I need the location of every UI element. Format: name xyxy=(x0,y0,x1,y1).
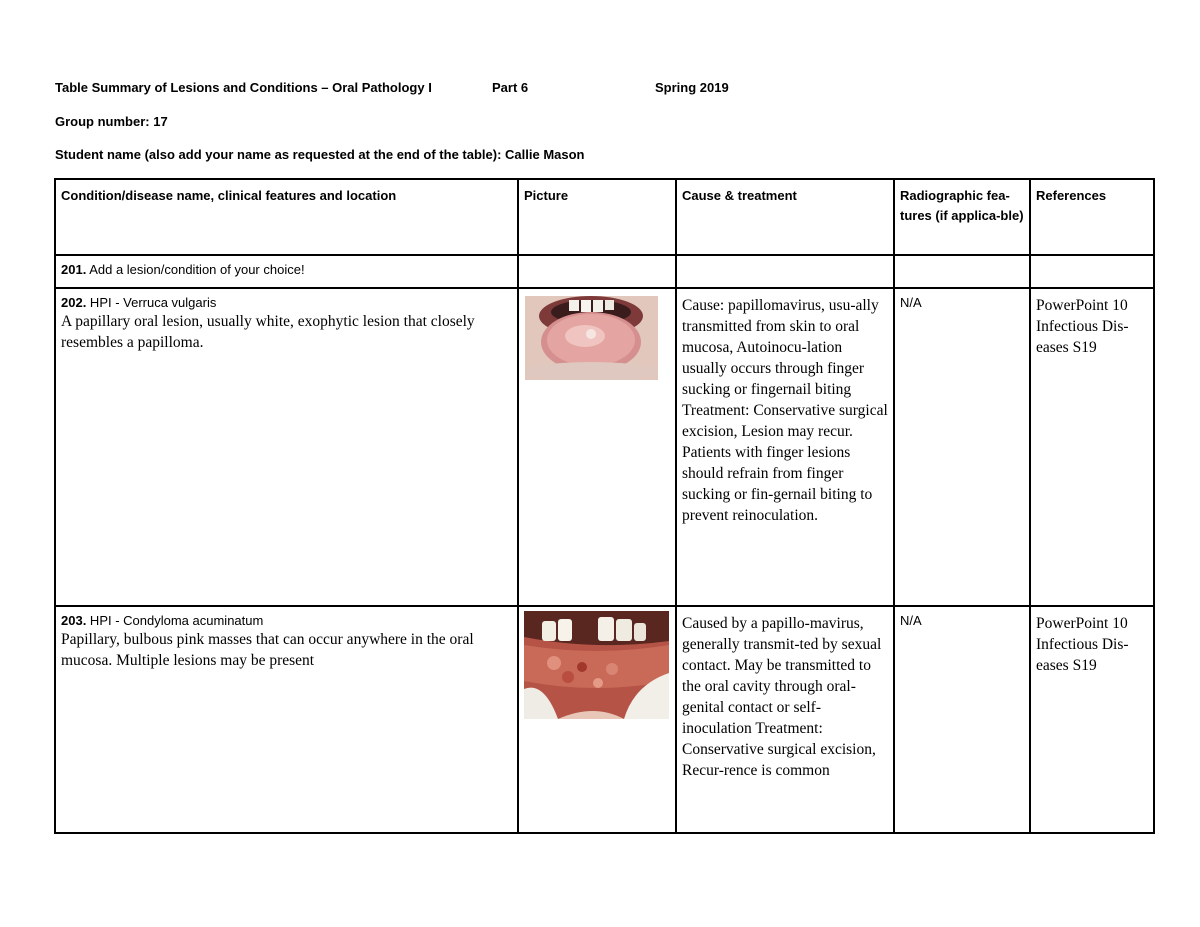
cause-treatment-cell xyxy=(676,255,894,288)
row-title: Add a lesion/condition of your choice! xyxy=(86,262,305,277)
table-row xyxy=(55,606,1154,833)
radiographic-cell: N/A xyxy=(894,288,1030,606)
document-title: Table Summary of Lesions and Conditions – Oral Pathology I xyxy=(55,80,432,95)
document-term: Spring 2019 xyxy=(655,80,729,95)
lesion-summary-table xyxy=(54,178,1155,834)
references-cell: PowerPoint 10 Infectious Dis-eases S19 xyxy=(1030,606,1154,833)
group-number: Group number: 17 xyxy=(55,114,168,129)
picture-cell xyxy=(518,288,676,606)
column-header-radiographic: Radiographic fea-tures (if applica-ble) xyxy=(894,179,1030,255)
cause-treatment-cell: Caused by a papillo-mavirus, generally transmit-ted by sexual contact. May be transmitted to the oral cavity through oral-genital contact or self-inoculation Treatment: Conservative surgical excision, Recur-rence is common xyxy=(676,606,894,833)
table-header-row xyxy=(55,179,1154,255)
cause-treatment-cell: Cause: papillomavirus, usu-ally transmitted from skin to oral mucosa, Autoinocu-lation usually occurs through finger sucking or fingernail biting Treatment: Conservative surgical excision, Lesion may recur. Patients with finger lesions should refrain from finger sucking or fin-gernail biting to prevent reinoculation. xyxy=(676,288,894,606)
table-row xyxy=(55,255,1154,288)
row-title: HPI - Condyloma acuminatum xyxy=(86,613,264,628)
row-heading xyxy=(61,295,513,311)
row-number: 202. xyxy=(61,295,87,310)
column-header-cause-treatment: Cause & treatment xyxy=(676,179,894,255)
row-heading xyxy=(61,613,513,629)
references-cell: PowerPoint 10 Infectious Dis-eases S19 xyxy=(1030,288,1154,606)
table-row xyxy=(55,288,1154,606)
document-part: Part 6 xyxy=(492,80,529,95)
row-number: 203. xyxy=(61,613,87,628)
student-name: Student name (also add your name as requested at the end of the table): Callie Mason xyxy=(55,147,585,162)
condition-description: A papillary oral lesion, usually white, exophytic lesion that closely resembles a papilloma. xyxy=(61,313,475,351)
picture-cell xyxy=(518,606,676,833)
column-header-condition: Condition/disease name, clinical features and location xyxy=(55,179,518,255)
column-header-references: References xyxy=(1030,179,1154,255)
condition-cell xyxy=(55,606,518,833)
lip-lesion-photo xyxy=(524,611,669,719)
condition-description: Papillary, bulbous pink masses that can occur anywhere in the oral mucosa. Multiple lesions may be present xyxy=(61,631,474,669)
column-header-picture: Picture xyxy=(518,179,676,255)
document-title-line xyxy=(55,80,729,95)
row-title: HPI - Verruca vulgaris xyxy=(86,295,217,310)
condition-cell xyxy=(55,288,518,606)
radiographic-cell: N/A xyxy=(894,606,1030,833)
radiographic-cell xyxy=(894,255,1030,288)
tongue-lesion-photo xyxy=(525,296,658,380)
condition-cell xyxy=(55,255,518,288)
picture-cell xyxy=(518,255,676,288)
references-cell xyxy=(1030,255,1154,288)
row-number: 201. xyxy=(61,262,87,277)
